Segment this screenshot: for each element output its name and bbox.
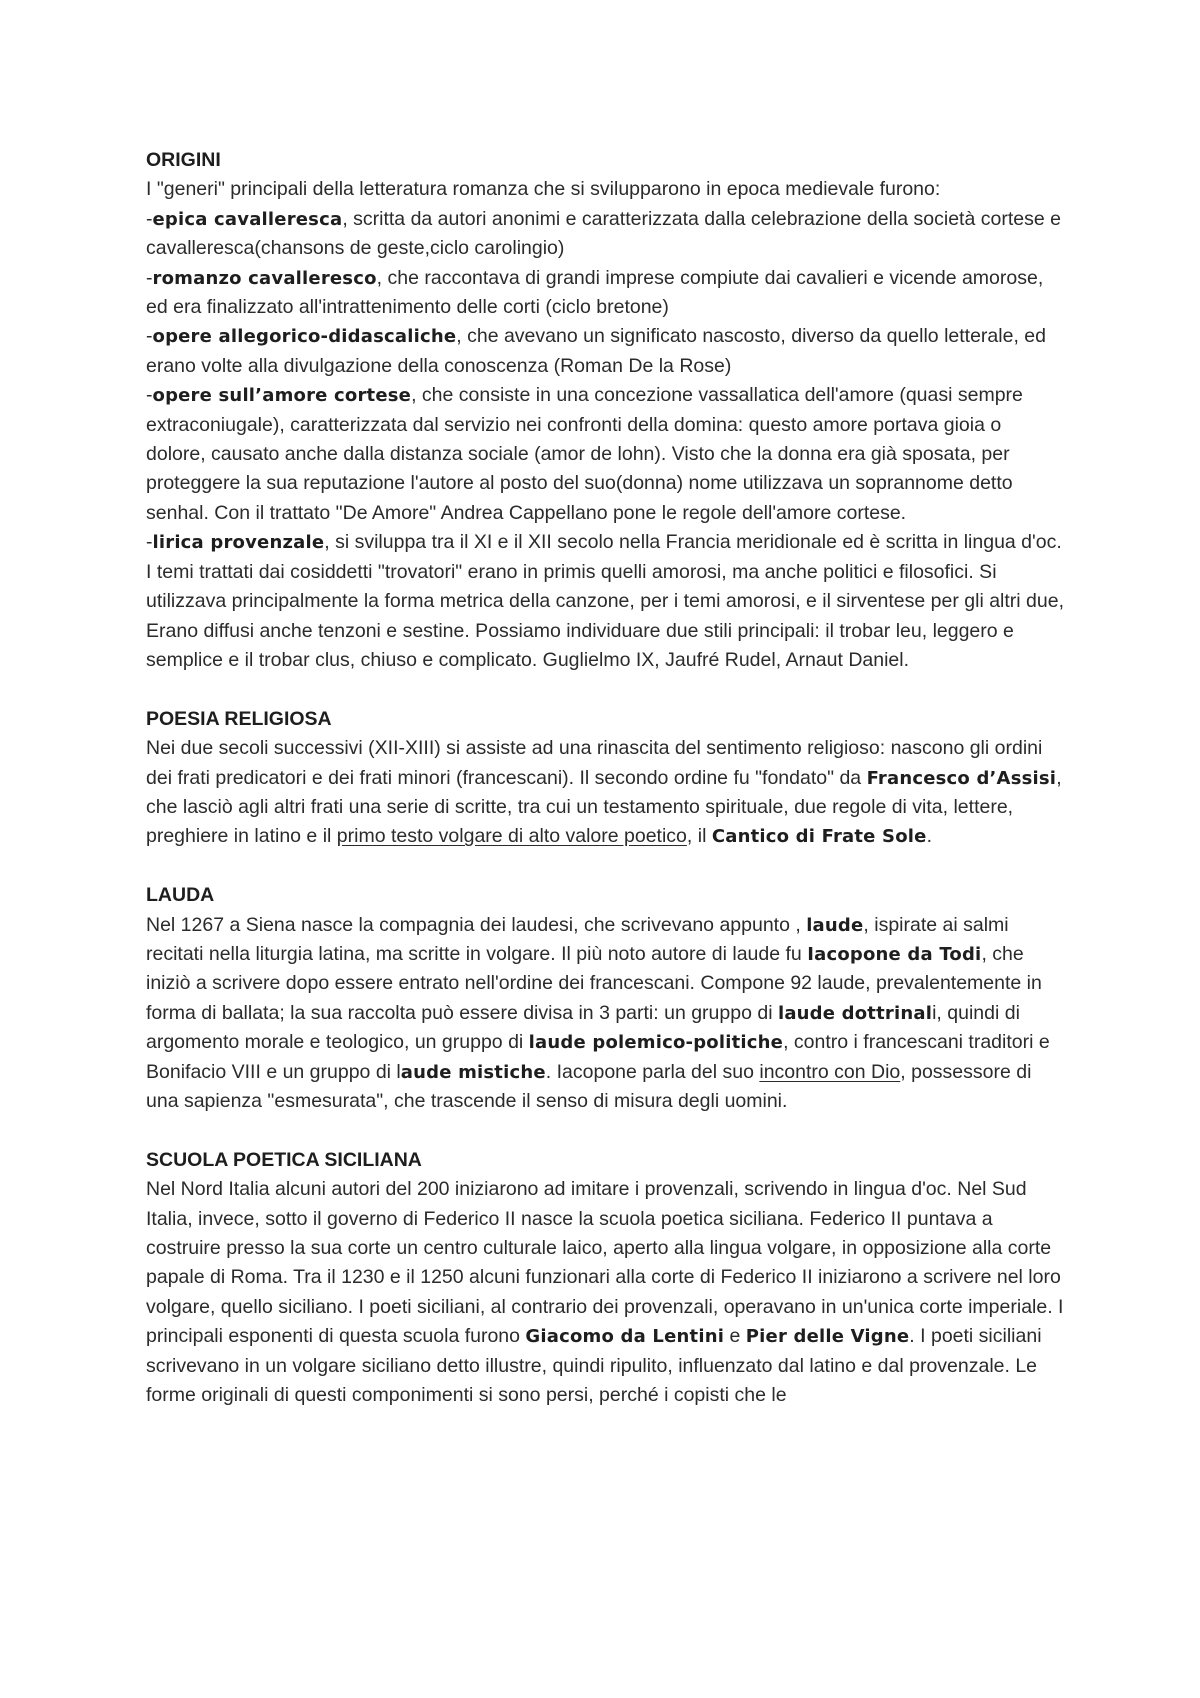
text-run: , che avevano un significato nascosto, diverso da quello letterale, ed erano volte alla divulgazione della conoscenza (Roman De la Rose): [146, 325, 1046, 377]
bold-term: opere allegorico-didascaliche: [152, 326, 457, 348]
text-run: , possessore di una sapienza "esmesurata", che trascende il senso di misura degli uomini.: [146, 1060, 1032, 1112]
bold-term: laude polemico-politiche: [528, 1032, 784, 1054]
text-run: -: [146, 266, 153, 289]
bold-term: Pier delle Vigne: [745, 1326, 910, 1348]
bold-term: laude dottrinal: [777, 1002, 933, 1024]
bold-term: lirica provenzale: [152, 532, 325, 554]
text-run: Nei due secoli successivi (XII-XIII) si assiste ad una rinascita del sentimento religioso: nascono gli ordini dei frati predicatori e dei frati minori (francescani). Il secondo ordine fu "fondato" da: [146, 737, 1043, 789]
paragraph: [146, 1175, 1066, 1410]
paragraph: [146, 322, 1066, 381]
text-run: .: [926, 825, 932, 848]
paragraph: [146, 381, 1066, 528]
text-run: I "generi" principali della letteratura romanza che si svilupparono in epoca medievale furono:: [146, 178, 941, 201]
underlined-phrase: incontro con Dio: [759, 1060, 901, 1083]
bold-term: epica cavalleresca: [152, 208, 343, 230]
text-run: -: [146, 207, 153, 230]
section: [146, 881, 1066, 1116]
bold-term: Cantico di Frate Sole: [711, 826, 927, 848]
paragraph: [146, 911, 1066, 1117]
underlined-phrase: primo testo volgare di alto valore poetico: [336, 825, 687, 848]
section: [146, 146, 1066, 675]
bold-term: opere sull’amore cortese: [152, 385, 412, 407]
section-heading: SCUOLA POETICA SICILIANA: [146, 1148, 422, 1171]
document-page: [146, 146, 1066, 1410]
text-run: . I poeti siciliani scrivevano in un volgare siciliano detto illustre, quindi ripulito, influenzato dal latino e dal provenzale. Le forme originali di questi componimenti si sono persi, perché i copisti che le: [146, 1325, 1042, 1407]
text-run: Nel Nord Italia alcuni autori del 200 iniziarono ad imitare i provenzali, scrivendo in lingua d'oc. Nel Sud Italia, invece, sotto il governo di Federico II nasce la scuola poetica siciliana. Federico II puntava a costruire presso la sua corte un centro culturale laico, aperto alla lingua volgare, in opposizione alla corte papale di Roma. Tra il 1230 e il 1250 alcuni funzionari alla corte di Federico II iniziarono a scrivere nel loro volgare, quello siciliano. I poeti siciliani, al contrario dei provenzali, operavano in un'unica corte imperiale. I principali esponenti di questa scuola furono: [146, 1178, 1064, 1348]
paragraph: [146, 264, 1066, 323]
text-run: , contro i francescani traditori e Bonifacio VIII e un gruppo di l: [146, 1031, 1050, 1083]
section: [146, 705, 1066, 852]
section-heading: POESIA RELIGIOSA: [146, 707, 332, 730]
text-run: , si sviluppa tra il XI e il XII secolo nella Francia meridionale ed è scritta in lingua d'oc. I temi trattati dai cosiddetti "trovatori" erano in primis quelli amorosi, ma anche politici e filosofici. Si utilizzava principalmente la forma metrica della canzone, per i temi amorosi, e il sirventese per gli altri due, Erano diffusi anche tenzoni e sestine. Possiamo individuare due stili principali: il trobar leu, leggero e semplice e il trobar clus, chiuso e complicato. Guglielmo IX, Jaufré Rudel, Arnaut Daniel.: [146, 531, 1064, 671]
bold-term: Giacomo da Lentini: [525, 1326, 725, 1348]
text-run: , che lasciò agli altri frati una serie di scritte, tra cui un testamento spirituale, due regole di vita, lettere, preghiere in latino e il: [146, 766, 1062, 848]
text-run: i, quindi di argomento morale e teologico, un gruppo di: [146, 1001, 1020, 1054]
paragraph: [146, 205, 1066, 264]
bold-term: laude: [806, 914, 864, 936]
bold-term: Francesco d’Assisi: [866, 767, 1057, 789]
text-run: -: [146, 531, 153, 554]
text-run: e: [724, 1325, 746, 1348]
paragraph: [146, 528, 1066, 675]
bold-term: aude mistiche: [400, 1061, 546, 1083]
text-run: . Iacopone parla del suo: [545, 1060, 760, 1083]
text-run: , che raccontava di grandi imprese compiute dai cavalieri e vicende amorose, ed era finalizzato all'intrattenimento delle corti (ciclo bretone): [146, 266, 1044, 319]
text-run: -: [146, 384, 153, 407]
text-run: , ispirate ai salmi recitati nella liturgia latina, ma scritte in volgare. Il più noto autore di laude fu: [146, 913, 1009, 965]
paragraph: [146, 734, 1066, 852]
text-run: , il: [686, 825, 712, 848]
section: [146, 1146, 1066, 1411]
text-run: Nel 1267 a Siena nasce la compagnia dei laudesi, che scrivevano appunto ,: [146, 913, 807, 936]
text-run: , che iniziò a scrivere dopo essere entrato nell'ordine dei francescani. Compone 92 laude, prevalentemente in forma di ballata; la sua raccolta può essere divisa in 3 parti: un gruppo di: [146, 942, 1042, 1024]
paragraph: [146, 175, 1066, 204]
text-run: -: [146, 325, 153, 348]
text-run: , scritta da autori anonimi e caratterizzata dalla celebrazione della società cortese e cavalleresca(chansons de geste,ciclo carolingio): [146, 207, 1061, 260]
section-heading: LAUDA: [146, 884, 215, 907]
section-heading: ORIGINI: [146, 149, 221, 171]
bold-term: romanzo cavalleresco: [152, 267, 377, 289]
text-run: , che consiste in una concezione vassallatica dell'amore (quasi sempre extraconiugale), caratterizzata dal servizio nei confronti della domina: questo amore portava gioia o dolore, causato anche dalla distanza sociale (amor de lohn). Visto che la donna era già sposata, per proteggere la sua reputazione l'autore al posto del suo(donna) nome utilizzava un soprannome detto senhal. Con il trattato "De Amore" Andrea Cappellano pone le regole dell'amore cortese.: [146, 384, 1023, 524]
bold-term: Iacopone da Todi: [807, 943, 982, 965]
